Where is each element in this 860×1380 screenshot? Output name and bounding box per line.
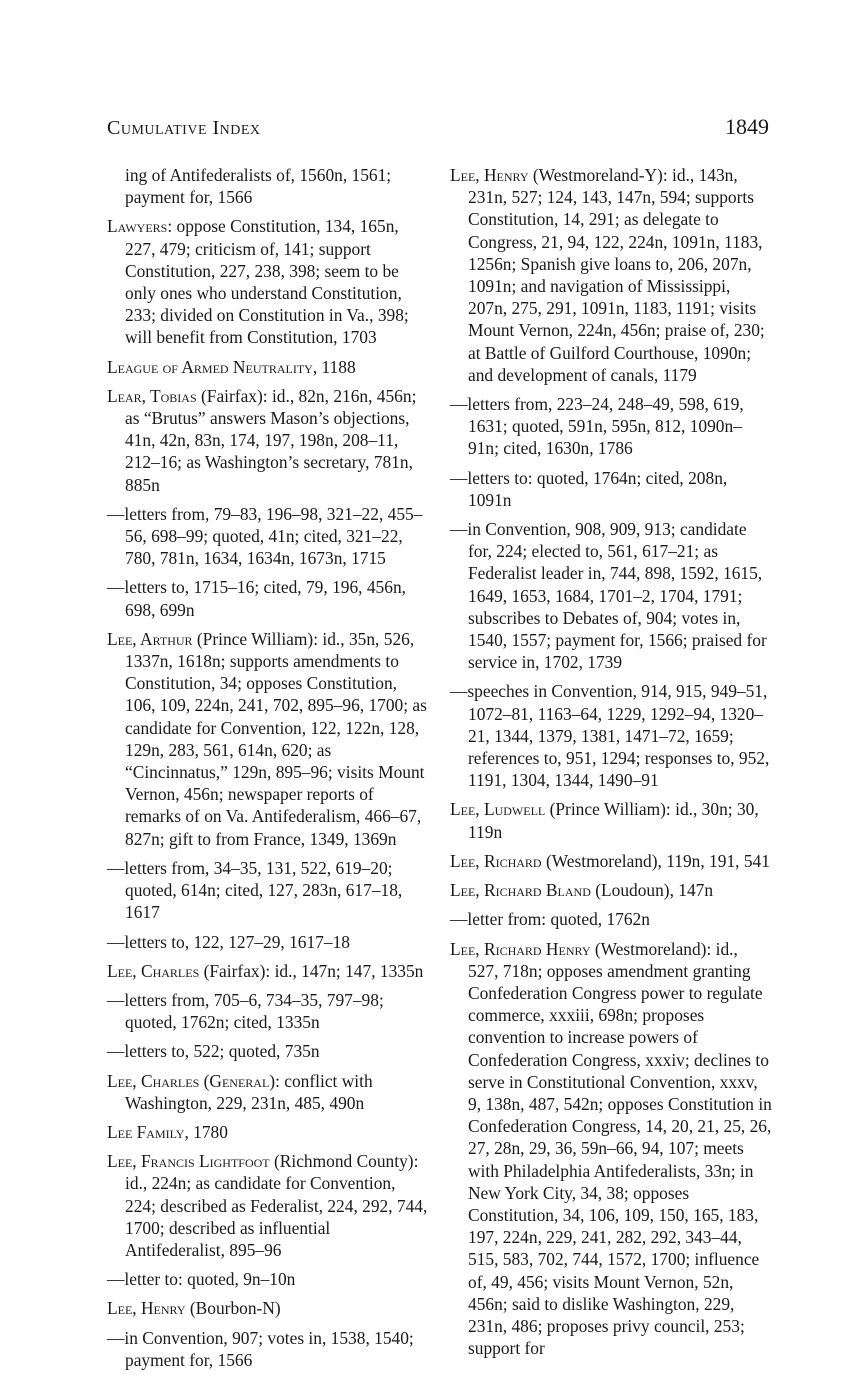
running-head-title: Cumulative Index — [107, 117, 261, 139]
entry-heading: Lee, Ludwell — [450, 799, 546, 820]
entry-text: —speeches in Convention, 914, 915, 949–51, 1072–81, 1163–64, 1229, 1292–94, 1320–21, 1344, 1379, 1381, 1471–72, 1659; references to, 951, 1294; responses to, 952, 1191, 1304, 1344, 1490–91 — [450, 681, 770, 791]
index-subentry — [450, 467, 772, 511]
index-entry — [107, 356, 429, 378]
page-number: 1849 — [725, 114, 769, 139]
entry-text: —letters from, 705–6, 734–35, 797–98; quoted, 1762n; cited, 1335n — [107, 989, 384, 1033]
entry-text: , 1188 — [312, 356, 356, 377]
entry-heading: Lee, Richard — [450, 850, 542, 871]
index-column-left — [107, 164, 429, 1378]
entry-text: —letters to, 522; quoted, 735n — [107, 1041, 320, 1062]
entry-text: (Westmoreland), 119n, 191, 541 — [541, 850, 770, 871]
entry-text: —letters from, 79–83, 196–98, 321–22, 455–56, 698–99; quoted, 41n; cited, 321–22, 780, 781n, 1634, 1634n, 1673n, 1715 — [107, 503, 423, 569]
index-subentry — [107, 857, 429, 924]
index-entry — [450, 938, 772, 1360]
index-subentry — [107, 989, 429, 1033]
index-entry — [450, 164, 772, 386]
index-subentry — [450, 908, 772, 930]
entry-text: (Bourbon-N) — [185, 1298, 281, 1319]
entry-text: —letters to, 1715–16; cited, 79, 196, 456n, 698, 699n — [107, 577, 406, 620]
entry-text: (Loudoun), 147n — [590, 880, 714, 901]
index-column-right — [450, 164, 772, 1366]
index-entry — [107, 1150, 429, 1261]
index-subentry — [107, 931, 429, 953]
entry-text: (Westmoreland): id., 527, 718n; opposes amendment granting Confederation Congress power to regulate commerce, xxxiii, 698n; proposes convention to increase powers of Confederation Congress, xxxiv; declines to serve in Constitutional Convention, xxxv, 9, 138n, 487, 542n; opposes Constitution in Confederation Congress, 14, 20, 21, 25, 26, 27, 28n, 29, 36, 59n–66, 94, 107; meets with Philadelphia Antifederalists, 33n; in New York City, 34, 38; opposes Constitution, 34, 106, 109, 150, 165, 183, 197, 224n, 229, 241, 282, 292, 343–44, 515, 583, 702, 744, 1572, 1700; influence of, 49, 456; visits Mount Vernon, 52n, 456n; said to dislike Washington, 229, 231n, 486; proposes privy council, 253; support for — [468, 938, 772, 1359]
entry-text: ing of Antifederalists of, 1560n, 1561; payment for, 1566 — [125, 165, 392, 208]
entry-text: —letters from, 34–35, 131, 522, 619–20; quoted, 614n; cited, 127, 283n, 617–18, 1617 — [107, 857, 403, 923]
entry-heading: Lee, Henry — [107, 1298, 186, 1319]
entry-heading: Lee, Richard Henry — [450, 938, 591, 959]
entry-text: —letter from: quoted, 1762n — [450, 909, 650, 930]
entry-text: (Fairfax): id., 82n, 216n, 456n; as “Brutus” answers Mason’s objections, 41n, 42n, 83n, 174, 197, 198n, 208–11, 212–16; as Washington’s secretary, 781n, 885n — [125, 385, 417, 495]
entry-heading: Lee, Francis Lightfoot — [107, 1151, 270, 1172]
index-entry — [107, 385, 429, 496]
entry-text: (Westmoreland-Y): id., 143n, 231n, 527; 124, 143, 147n, 594; supports Constitution, 14, 291; as delegate to Congress, 21, 94, 122, 224n, 1091n, 1183, 1256n; Spanish give loans to, 206, 207n, 1091n; and navigation of Mississippi, 207n, 275, 291, 1091n, 1183, 1191; visits Mount Vernon, 224n, 456n; praise of, 230; at Battle of Guilford Courthouse, 1090n; and development of canals, 1179 — [468, 165, 765, 385]
index-entry — [107, 960, 429, 982]
index-entry — [107, 1070, 429, 1114]
entry-heading: Lee, Richard Bland — [450, 880, 591, 901]
index-entry — [450, 798, 772, 842]
index-entry — [107, 1121, 429, 1143]
index-subentry — [107, 1040, 429, 1062]
entry-text: —letters from, 223–24, 248–49, 598, 619, 1631; quoted, 591n, 595n, 812, 1090n–91n; cited, 1630n, 1786 — [450, 394, 744, 459]
running-head — [107, 114, 769, 140]
index-subentry — [450, 518, 772, 673]
entry-heading: Lee, Charles — [107, 960, 200, 981]
entry-text: (Prince William): id., 35n, 526, 1337n, 1618n; supports amendments to Constitution, 34; opposes Constitution, 106, 109, 224n, 241, 702, 895–96, 1700; as candidate for Convention, 122, 122n, 128, 129n, 283, 561, 614n, 620; as “Cincinnatus,” 129n, 895–96; visits Mount Vernon, 456n; newspaper reports of remarks of on Va. Antifederalism, 466–67, 827n; gift to from France, 1349, 1369n — [125, 628, 427, 849]
index-entry — [107, 628, 429, 850]
index-subentry — [450, 680, 772, 791]
entry-heading: League of Armed Neutrality — [107, 356, 313, 377]
entry-text: —in Convention, 907; votes in, 1538, 1540; payment for, 1566 — [107, 1327, 414, 1370]
entry-text: —in Convention, 908, 909, 913; candidate for, 224; elected to, 561, 617–21; as Federalist leader in, 744, 898, 1592, 1615, 1649, 1653, 1684, 1701–2, 1704, 1791; subscribes to Debates of, 904; votes in, 1540, 1557; payment for, 1566; praised for service in, 1702, 1739 — [450, 519, 767, 673]
entry-text: , 1780 — [184, 1121, 228, 1142]
index-entry — [107, 164, 429, 208]
entry-text: : oppose Constitution, 134, 165n, 227, 479; criticism of, 141; support Constitution, 227, 238, 398; seem to be only ones who understand Constitution, 233; divided on Constitution in Va., 398; will benefit from Constitution, 1703 — [125, 216, 409, 348]
entry-heading: Lee, Henry — [450, 165, 529, 185]
index-entry — [107, 215, 429, 348]
entry-text: (Fairfax): id., 147n; 147, 1335n — [199, 960, 424, 981]
entry-text: —letter to: quoted, 9n–10n — [107, 1269, 296, 1290]
index-entry — [450, 879, 772, 901]
entry-heading: Lawyers — [107, 216, 168, 237]
entry-text: : conflict with Washington, 229, 231n, 485, 490n — [125, 1070, 373, 1113]
entry-text: —letters to: quoted, 1764n; cited, 208n, 1091n — [450, 467, 728, 510]
entry-text: (Richmond County): id., 224n; as candidate for Convention, 224; described as Federalist, 224, 292, 744, 1700; described as influential Antifederalist, 895–96 — [125, 1151, 428, 1260]
entry-heading: Lee, Charles (General) — [107, 1070, 276, 1091]
index-entry — [107, 1297, 429, 1319]
entry-text: —letters to, 122, 127–29, 1617–18 — [107, 931, 350, 952]
entry-heading: Lear, Tobias — [107, 385, 197, 406]
index-entry — [450, 850, 772, 872]
entry-heading: Lee, Arthur — [107, 628, 193, 649]
index-subentry — [107, 1327, 429, 1371]
entry-heading: Lee Family — [107, 1121, 185, 1142]
entry-text: (Prince William): id., 30n; 30, 119n — [468, 799, 759, 842]
index-subentry — [107, 503, 429, 570]
index-subentry — [450, 393, 772, 460]
index-subentry — [107, 576, 429, 620]
index-subentry — [107, 1268, 429, 1290]
